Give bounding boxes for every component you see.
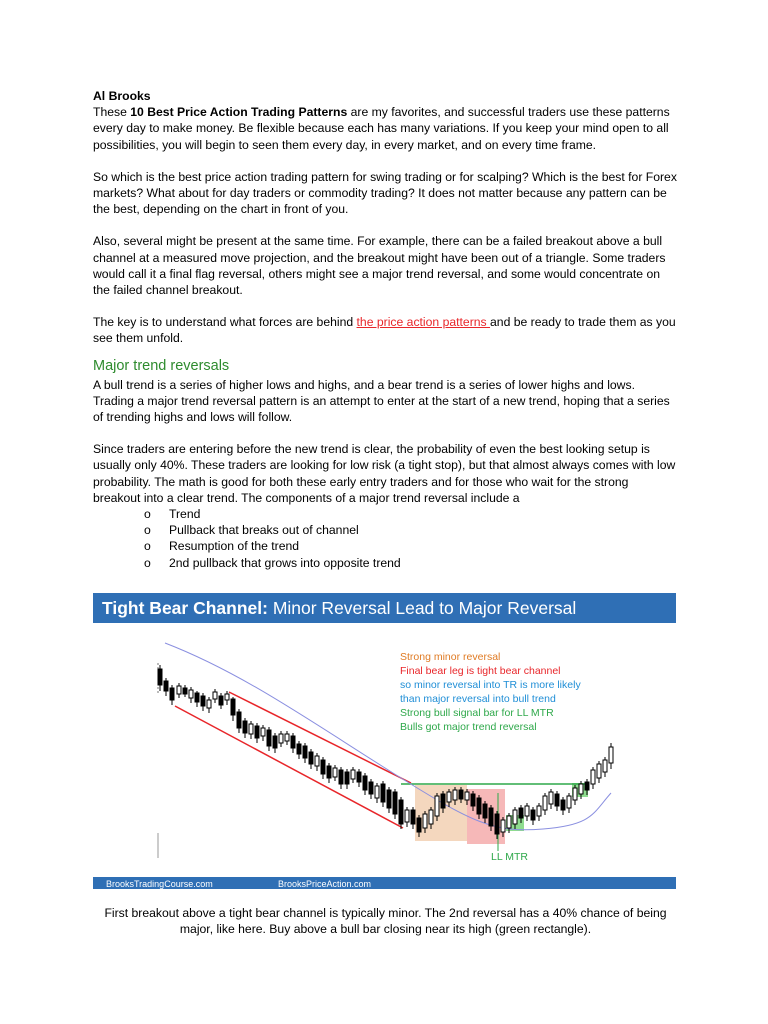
list-item-text: Trend — [169, 507, 201, 522]
bullet-icon: o — [144, 507, 151, 522]
author-name: Al Brooks — [93, 89, 151, 103]
annotation-strong-bull: Strong bull signal bar for LL MTR — [400, 707, 554, 719]
list-item — [93, 522, 678, 538]
annotation-bulls-got: Bulls got major trend reversal — [400, 721, 537, 733]
para4-rest: and be ready to trade them as you see them unfold. — [93, 315, 676, 346]
list-item-text: 2nd pullback that grows into opposite trend — [169, 555, 401, 570]
annotation-minor-reversal: so minor reversal into TR is more likely — [400, 679, 581, 691]
components-list — [93, 506, 678, 571]
figure-title: Tight Bear Channel: Minor Reversal Lead to Major Reversal — [102, 598, 577, 618]
paragraph-traders-entering: Since traders are entering before the new trend is clear, the probability of even the best looking setup is usually only 40%. These traders are looking for low risk (a tight stop), but that almost always comes with low probability. The math is good for both these early entry traders and for those who wait for the strong breakout into a clear trend. The components of a major trend reversal include a — [93, 442, 676, 505]
paragraph-bull-trend: A bull trend is a series of higher lows and highs, and a bear trend is a series of lower highs and lows. Trading a major trend reversal pattern is an attempt to enter at the start of a new trend, hoping that a series of trending highs and lows will follow. — [93, 377, 670, 425]
list-item — [93, 506, 678, 522]
intro-rest: are my favorites, and successful traders use these patterns every day to make money. Be flexible because each has many variations. If you keep your mind open to all possibilities, you will begin to seen them every day, in every market, and on every time frame. — [93, 105, 670, 152]
bullet-icon: o — [144, 539, 151, 554]
chart-svg — [93, 593, 676, 889]
intro-lead: These — [93, 105, 131, 120]
article-body — [93, 88, 678, 571]
list-item — [93, 538, 678, 554]
candlesticks — [158, 665, 613, 839]
paragraph-key-forces — [93, 314, 678, 346]
list-item-text: Pullback that breaks out of channel — [169, 523, 359, 538]
footer-left-text: BrooksTradingCourse.com — [106, 879, 213, 889]
section-heading: Major trend reversals — [93, 357, 230, 374]
figure-caption: First breakout above a tight bear channel is typically minor. The 2nd reversal has a 40% chance of being major, like here. Buy above a bull bar closing near its high (green rectangle). — [104, 906, 667, 937]
annotation-major-reversal: than major reversal into bull trend — [400, 693, 556, 705]
chart-figure — [93, 593, 676, 889]
list-item-text: Resumption of the trend — [169, 539, 300, 554]
intro-bold-title: 10 Best Price Action Trading Patterns — [130, 105, 348, 120]
annotation-strong-minor: Strong minor reversal — [400, 651, 501, 663]
price-action-patterns-link[interactable]: the price action patterns — [356, 315, 491, 330]
ll-mtr-label: LL MTR — [491, 851, 528, 863]
para4-lead: The key is to understand what forces are behind — [93, 315, 357, 330]
annotation-final-bear-leg: Final bear leg is tight bear channel — [400, 665, 561, 677]
bullet-icon: o — [144, 523, 151, 538]
channel-lower-line — [175, 706, 403, 828]
list-item — [93, 555, 678, 571]
paragraph-several-present: Also, several might be present at the same time. For example, there can be a failed breakout above a bull channel at a measured move projection, and the breakout might have been out of a triangle. Some traders would call it a final flag reversal, others might see a major trend reversal, and some would concentrate on the failed channel breakout. — [93, 234, 666, 298]
bullet-icon: o — [144, 555, 151, 570]
paragraph-best-pattern: So which is the best price action trading pattern for swing trading or for scalping? Which is the best for Forex markets? What about for day traders or commodity trading? It does not matter because any pattern can be the best, depending on the chart in front of you. — [93, 169, 677, 217]
footer-right-text: BrooksPriceAction.com — [278, 879, 372, 889]
intro-paragraph — [93, 104, 678, 153]
